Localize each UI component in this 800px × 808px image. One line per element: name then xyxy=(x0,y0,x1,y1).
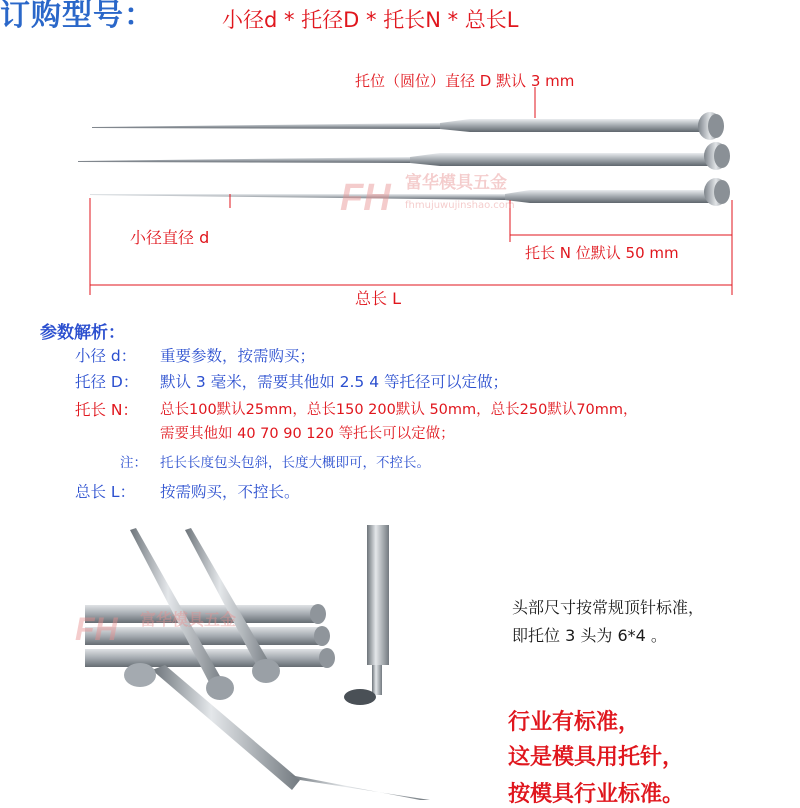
param-text-L: 按需购买，不控长。 xyxy=(160,483,300,501)
watermark-url: fhmujuwujinshao.com xyxy=(405,200,515,211)
param-note-text: 托长长度包头包斜，长度大概即可，不控长。 xyxy=(160,455,430,471)
pin-diagram xyxy=(0,60,800,310)
params-title: 参数解析： xyxy=(40,323,125,343)
param-label-D: 托径 D： xyxy=(75,373,139,391)
photo-watermark-logo: FH xyxy=(75,611,118,647)
vertical-pin xyxy=(344,525,389,705)
param-label-L: 总长 L： xyxy=(75,483,136,501)
param-label-d: 小径 d： xyxy=(75,347,137,365)
param-text-D: 默认 3 毫米，需要其他如 2.5 4 等托径可以定做； xyxy=(160,373,509,391)
label-head-diameter: 托位（圆位）直径 D 默认 3 mm xyxy=(355,72,575,90)
param-text-N-1: 总长100默认25mm，总长150 200默认 50mm，总长250默认70mm， xyxy=(160,402,638,418)
ejector-pin-2 xyxy=(78,142,730,170)
head-size-note-1: 头部尺寸按常规顶针标准， xyxy=(512,598,705,617)
label-total-length: 总长 L xyxy=(355,289,402,308)
param-note-label: 注： xyxy=(120,455,147,471)
label-small-diameter: 小径直径 d xyxy=(130,228,210,247)
param-text-d: 重要参数，按需购买； xyxy=(160,347,316,365)
parameter-explanation xyxy=(0,318,800,518)
watermark-text: 富华模具五金 xyxy=(405,173,507,193)
watermark-logo: FH xyxy=(340,177,391,219)
order-model-header xyxy=(0,0,800,40)
label-support-length: 托长 N 位默认 50 mm xyxy=(525,244,679,262)
pin-diagram-svg xyxy=(0,60,800,310)
industry-standard-3: 按模具行业标准。 xyxy=(508,782,685,807)
industry-standard-2: 这是模具用托针， xyxy=(508,745,685,770)
photo-watermark-text: 富华模具五金 xyxy=(140,610,237,629)
ejector-pin-1 xyxy=(92,112,724,140)
industry-standard-1: 行业有标准， xyxy=(508,710,641,735)
order-model-title: 订购型号： xyxy=(0,0,155,33)
param-label-N: 托长 N： xyxy=(75,401,139,419)
order-model-formula: 小径d * 托径D * 托长N * 总长L xyxy=(222,8,519,32)
head-size-note-2: 即托位 3 头为 6*4 。 xyxy=(512,626,667,645)
product-photo xyxy=(0,525,800,807)
param-text-N-2: 需要其他如 40 70 90 120 等托长可以定做； xyxy=(160,426,455,442)
